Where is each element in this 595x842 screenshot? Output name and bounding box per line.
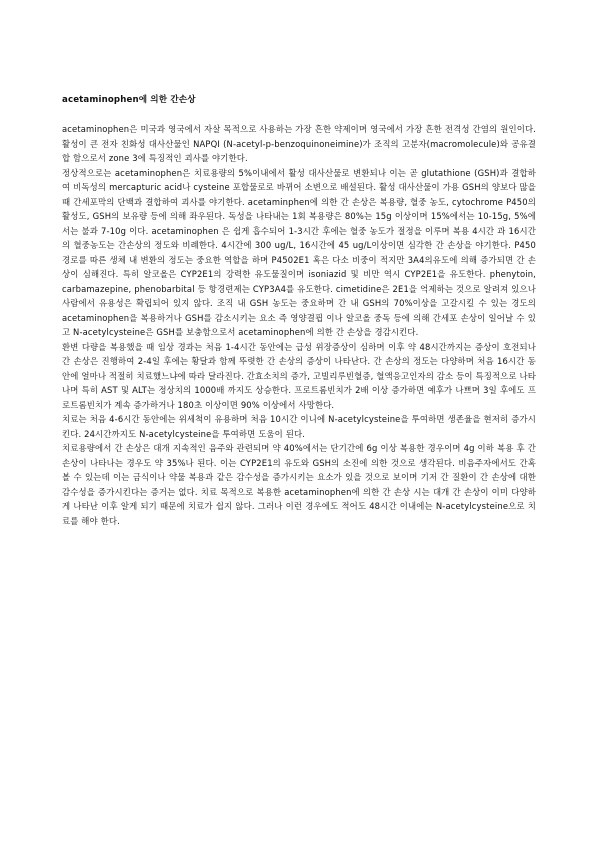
document-title: acetaminophen에 의한 간손상	[62, 95, 196, 105]
paragraph-therapeutic-dose: 치료용량에서 간 손상은 대개 지속적인 음주와 관련되며 약 40%에서는 단기간에 6g 이상 복용한 경우이며 4g 이하 복용 후 간 손상이 나타나는 경우도 약 35%나 된다. 이는 CYP2E1의 유도와 GSH의 소진에 의한 것으로 생각된다. 비음주자에서도 간혹 볼 수 있는데 이는 금식이나 약물 복용과 같은 감수성을 증가시키는 요소가 있을 것으로 보이며 기저 간 질환이 간 손상에 대한 감수성을 증가시킨다는 증거는 없다. 치료 목적으로 복용한 acetaminophen에 의한 간 손상 시는 대개 간 손상이 이미 다양하게 나타난 이후 알게 되기 때문에 치료가 쉽지 않다. 그러나 이런 경우에도 적어도 48시간 이내에는 N-acetylcysteine으로 치료를 해야 한다.	[62, 443, 536, 526]
paragraph-treatment: 치료는 처음 4-6시간 동안에는 위세척이 유용하며 처음 10시간 이니에 N-acetylcysteine을 투여하면 생존율을 현저히 증가시킨다. 24시간까지도 N-acetylcysteine을 투여하면 도움이 된다.	[62, 414, 536, 439]
paragraph-intro: acetaminophen은 미국과 영국에서 자살 목적으로 사용하는 가장 흔한 약제이며 영국에서 가장 흔한 전격성 간염의 원인이다. 활성이 큰 전자 친화성 대사산물인 NAPQI (N-acetyl-p-benzoquinoneimine)가 조직의 고분자(macromolecule)와 공유결합 함으로서 zone 3에 특징적인 괴사를 야기한다.	[62, 124, 536, 163]
paragraph-mechanism: 정상적으로는 acetaminophen은 치료용량의 5%이내에서 활성 대사산물로 변환되나 이는 곧 glutathione (GSH)과 결합하여 비독성의 mercapturic acid나 cysteine 포합물로로 바뀌어 소변으로 배설된다. 활성 대사산물이 가용 GSH의 양보다 많을 때 간세포막의 단백과 결합하여 괴사를 야기한다. acetaminphen에 의한 간 손상은 복용량, 혈중 농도, cytochrome P450의 활성도, GSH의 보유량 등에 의해 좌우된다. 독성을 나타내는 1회 복용량은 80%는 15g 이상이며 15%에서는 10-15g, 5%에서는 불과 7-10g 이다. acetaminophen 은 쉽게 흡수되어 1-3시간 후에는 혈중 농도가 절정을 이루며 복용 4시간 과 16시간의 혈중농도는 간손상의 정도와 비례한다. 4시간에 300 ug/L, 16시간에 45 ug/L이상이면 심각한 간 손상을 야기한다. P450 경로를 따른 생체 내 변환의 정도는 중요한 역할을 하며 P4502E1 혹은 다소 비중이 적지만 3A4의유도에 의해 증가되면 간 손상이 심해진다. 특히 알코올은 CYP2E1의 강력한 유도물질이며 isoniazid 및 비만 역시 CYP2E1을 유도한다. phenytoin, carbamazepine, phenobarbital 등 항경련제는 CYP3A4를 유도한다. cimetidine은 2E1을 억제하는 것으로 알려져 있으나 사람에서 유용성은 확립되어 있지 않다. 조직 내 GSH 농도는 중요하며 간 내 GSH의 70%이상을 고갈시킬 수 있는 경도의 acetaminophen을 복용하거나 GSH를 감소시키는 요소 즉 영양결핍 이나 알코올 중독 등에 의해 간세포 손상이 일어날 수 있고 N-acetylcysteine은 GSH를 보충함으로서 acetaminophen에 의한 간 손상을 경감시킨다.	[62, 167, 536, 337]
document-body	[62, 93, 536, 528]
paragraph-clinical-course: 환변 다량을 복용했을 때 임상 경과는 처음 1-4시간 동안에는 급성 위장증상이 심하며 이후 약 48시간까지는 증상이 호전되나 간 손상은 진행하여 2-4일 후에는 황달과 함께 뚜렷한 간 손상의 증상이 나타난다. 간 손상의 정도는 다양하며 처음 16시간 동안에 얼마나 적절히 치료했느냐에 따라 달라진다. 간효소치의 증가, 고빌리루빈혈증, 혈액응고인자의 감소 등이 특징적으로 나타나며 특히 AST 및 ALT는 정상치의 1000배 까지도 상승한다. 프로트롬빈치가 2배 이상 증가하면 예후가 나쁘며 3일 후에도 프로트롬빈치가 계속 증가하거나 180초 이상이면 90% 이상에서 사망한다.	[62, 341, 536, 410]
